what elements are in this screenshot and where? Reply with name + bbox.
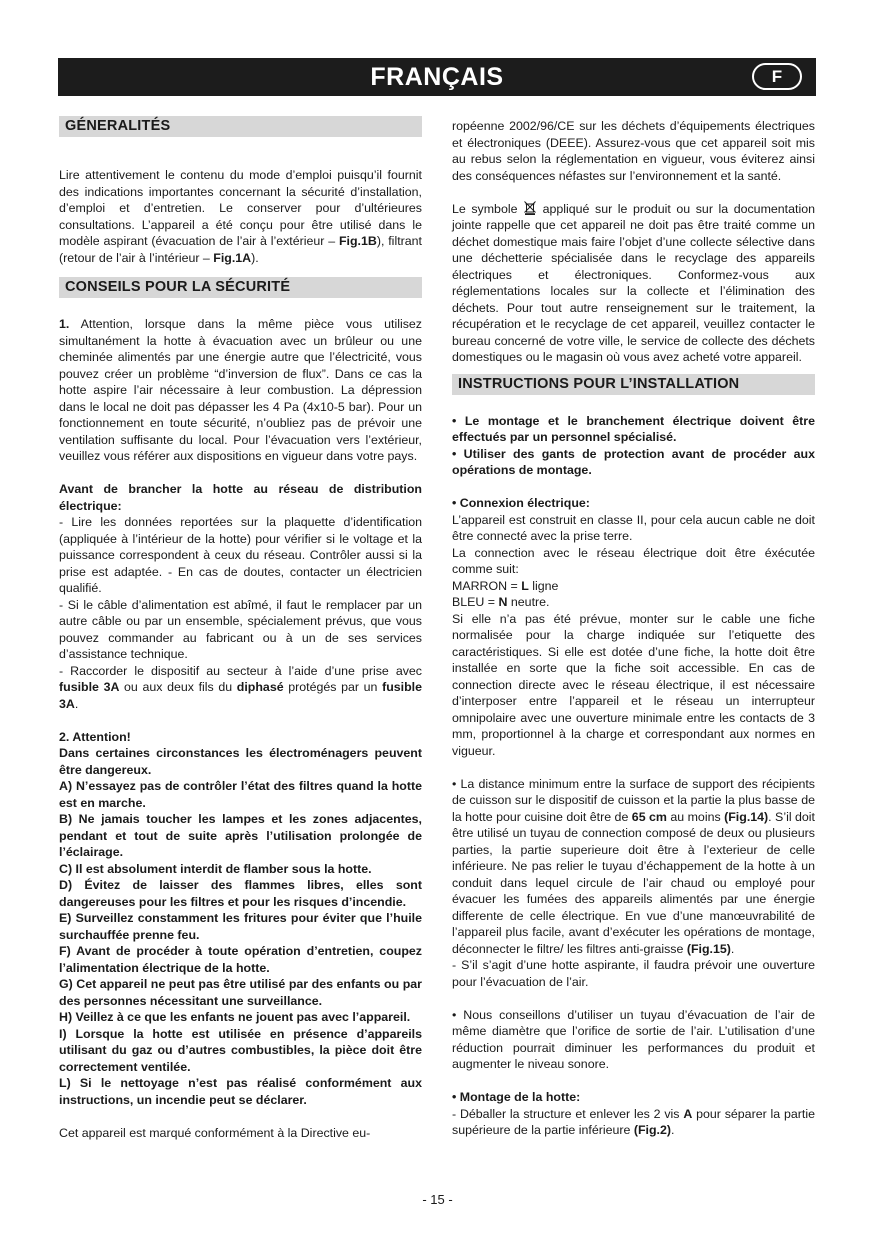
avant-item-1: - Lire les données reportées sur la plaquette d’identification (appliquée à l’intérieur de la hotte) pour vérifier si le voltage et la puissance correspondent à ceux du réseau. Contrôler aussi si la prise est adaptée. - En cas de doutes, contacter un électricien qualifié. xyxy=(59,515,422,595)
right-column xyxy=(452,118,815,1139)
page-number: - 15 - xyxy=(422,1192,453,1207)
page-title: FRANÇAIS xyxy=(370,63,504,91)
avant-item-2: - Si le câble d’alimentation est abîmé, il faut le remplacer par un autre câble ou par un ensemble, spécialement prévus, que vous pouvez commander au fabricant ou à un de ses services d’assistance technique. xyxy=(59,597,422,661)
install-note-1: • Le montage et le branchement électrique doivent être effectués par un personnel spécialisé. xyxy=(452,413,815,444)
safety-point-1: 1. Attention, lorsque dans la même pièce vous utilisez simultanément la hotte à évacuation avec un brûleur ou une cheminée alimentés par une énergie autre que l’électricité, vous pouvez créer un problème “d’inversion de flux”. Dans ce cas la hotte aspire l’air nécessaire à leur combustion. La dépression dans le local ne doit pas dépasser les 4 Pa (4x10-5 bar). Pour un fonctionnement en toute sécurité, n’oubliez pas de prévoir une ventilation suffisante du local. Pour l’évacuation vers l’extérieur, veuillez vous référer aux dispositions en vigueur dans votre pays. xyxy=(59,317,422,463)
connexion-heading: • Connexion électrique: xyxy=(452,496,590,510)
safety-point-2-intro: Dans certaines circonstances les électroménagers peuvent être dangereux. xyxy=(59,746,422,777)
safety-item-b: B) Ne jamais toucher les lampes et les zones adjacentes, pendant et tout de suite après l’utilisation prolongée de l’éclairage. xyxy=(59,812,422,859)
safety-item-l: L) Si le nettoyage n’est pas réalisé conformément aux instructions, un incendie peut se déclarer. xyxy=(59,1076,422,1107)
montage-step-1: - Déballer la structure et enlever les 2 vis A pour séparer la partie supérieure de la partie inférieure (Fig.2). xyxy=(452,1106,815,1137)
directive-paragraph-continued: ropéenne 2002/96/CE sur les déchets d’équipements électriques et électroniques (DEEE). Assurez-vous que cet appareil soit mis au rebus selon la réglementation en vigueur, vous éviterez ainsi des conséquences néfastes sur l’environnement et la santé. xyxy=(452,119,815,183)
generalites-paragraph: Lire attentivement le contenu du mode d’emploi puisqu’il fournit des indications importantes concernant la sécurité d’installation, d’emploi et d’entretien. Le conserver pour d’ultérieures consultations. L’appareil a été conçu pour être utilisé dans le modèle aspirant (évacuation de l’air à l’extérieur – Fig.1B), filtrant (retour de l’air à l’intérieur – Fig.1A). xyxy=(59,168,422,265)
safety-item-h: H) Veillez à ce que les enfants ne jouent pas avec l’appareil. xyxy=(59,1010,411,1024)
tuyau-paragraph: • Nous conseillons d’utiliser un tuyau d’évacuation de l’air de même diamètre que l’orifice de sortie de l’air. L’utilisation d’une réduction pourrait diminuer les performances du produit et augmenter le niveau sonore. xyxy=(452,1007,815,1071)
left-column xyxy=(59,116,422,1141)
language-badge: F xyxy=(752,63,802,90)
section-heading-installation: INSTRUCTIONS POUR L’INSTALLATION xyxy=(452,374,815,395)
avant-heading: Avant de brancher la hotte au réseau de distribution électrique: xyxy=(59,482,422,513)
language-header-bar xyxy=(58,58,816,96)
directive-paragraph-start: Cet appareil est marqué conformément à la Directive eu- xyxy=(59,1125,371,1140)
safety-item-c: C) Il est absolument interdit de flamber sous la hotte. xyxy=(59,861,372,876)
safety-item-d: D) Évitez de laisser des flammes libres, elles sont dangereuses pour les filtres et pour les risques d’incendie. xyxy=(59,878,422,909)
safety-item-a: A) N’essayez pas de contrôler l’état des filtres quand la hotte est en marche. xyxy=(59,779,422,810)
safety-item-e: E) Surveillez constamment les fritures pour éviter que l’huile surchauffée prenne feu. xyxy=(59,911,422,942)
safety-point-2-title: 2. Attention! xyxy=(59,729,131,744)
avant-item-3: - Raccorder le dispositif au secteur à l’aide d’une prise avec fusible 3A ou aux deux fils du diphasé protégés par un fusible 3A. xyxy=(59,663,422,711)
connexion-text-3: Si elle n’a pas été prévue, monter sur le cable une fiche normalisée pour la charge indiquée sur l’etiquette des caractéristiques. Si elle est dotée d’une fiche, la hotte doit être installée en sorte que la fiche soit accessible. En cas de connection directe avec le réseau électrique, il est nécessaire d’interposer entre l’appareil et le réseau un interrupteur omnipolaire avec une ouverture minimale entre les contacts de 3 mm, proportionnel à la charge et correspondant aux normes en vigueur. xyxy=(452,611,815,758)
wire-marron: MARRON = L ligne xyxy=(452,578,559,593)
safety-item-g: G) Cet appareil ne peut pas être utilisé par des enfants ou par des personnes nécessitant une surveillance. xyxy=(59,977,422,1008)
wire-bleu: BLEU = N neutre. xyxy=(452,595,550,609)
montage-heading: • Montage de la hotte: xyxy=(452,1090,581,1104)
distance-paragraph: • La distance minimum entre la surface de support des récipients de cuisson sur le dispositif de cuisson et la partie la plus basse de la hotte pour cuisine doit être de 65 cm au moins (Fig.14). S’il doit être utilisé un tuyau de connection composé de deux ou plusieurs parties, la partie superieure doit être à l’exterieur de celle inférieure. Ne pas relier le tuyau d’échappement de la hotte à un conduit dans lequel circule de l’air chaud ou employé pour évacuer les fumées des appareils alimentés par une énergie differente de celle électrique. En vue d’une manœuvrabilité de l’appareil plus facile, avant d’exécuter les opérations de montage, déconnecter le filtre/ les filtres anti-graisse (Fig.15). xyxy=(452,776,816,956)
install-note-2: • Utiliser des gants de protection avant de procéder aux opérations de montage. xyxy=(452,446,815,477)
safety-item-i: I) Lorsque la hotte est utilisée en présence d’appareils utilisant du gaz ou d’autres combustibles, la pièce doit être correctement ventilée. xyxy=(59,1026,422,1074)
section-heading-securite: CONSEILS POUR LA SÉCURITÉ xyxy=(59,277,422,298)
aspirante-note: - S’il s’agit d’une hotte aspirante, il faudra prévoir une ouverture pour l’évacuation de l’air. xyxy=(452,958,815,989)
weee-symbol-paragraph: Le symbole appliqué sur le produit ou sur la documentation jointe rappelle que cet appareil ne doit pas être traité comme un déchet domestique mais faire l’objet d’une collecte sélective dans une déchetterie spécialisée dans le recyclage des appareils électriques et électroniques. Conformez-vous aux réglementations locales sur la collecte et l’élimination des déchets. Pour tout autre renseignement sur le traitement, la récupération et le recyclage de cet appareil, veuillez contacter le bureau concerné de votre ville, le service de collecte des déchets domestiques ou le magasin où vous avez acheté votre appareil. xyxy=(452,201,815,364)
connexion-text-1: L’appareil est construit en classe II, pour cela aucun cable ne doit être connecté avec la prise terre. xyxy=(452,512,815,543)
section-heading-generalites: GÉNERALITÉS xyxy=(59,116,422,137)
connexion-text-2: La connection avec le réseau électrique doit être éxécutée comme suit: xyxy=(452,545,815,576)
crossed-bin-icon xyxy=(523,201,537,215)
safety-item-f: F) Avant de procéder à toute opération d’entretien, coupez l’alimentation électrique de la hotte. xyxy=(59,944,422,975)
